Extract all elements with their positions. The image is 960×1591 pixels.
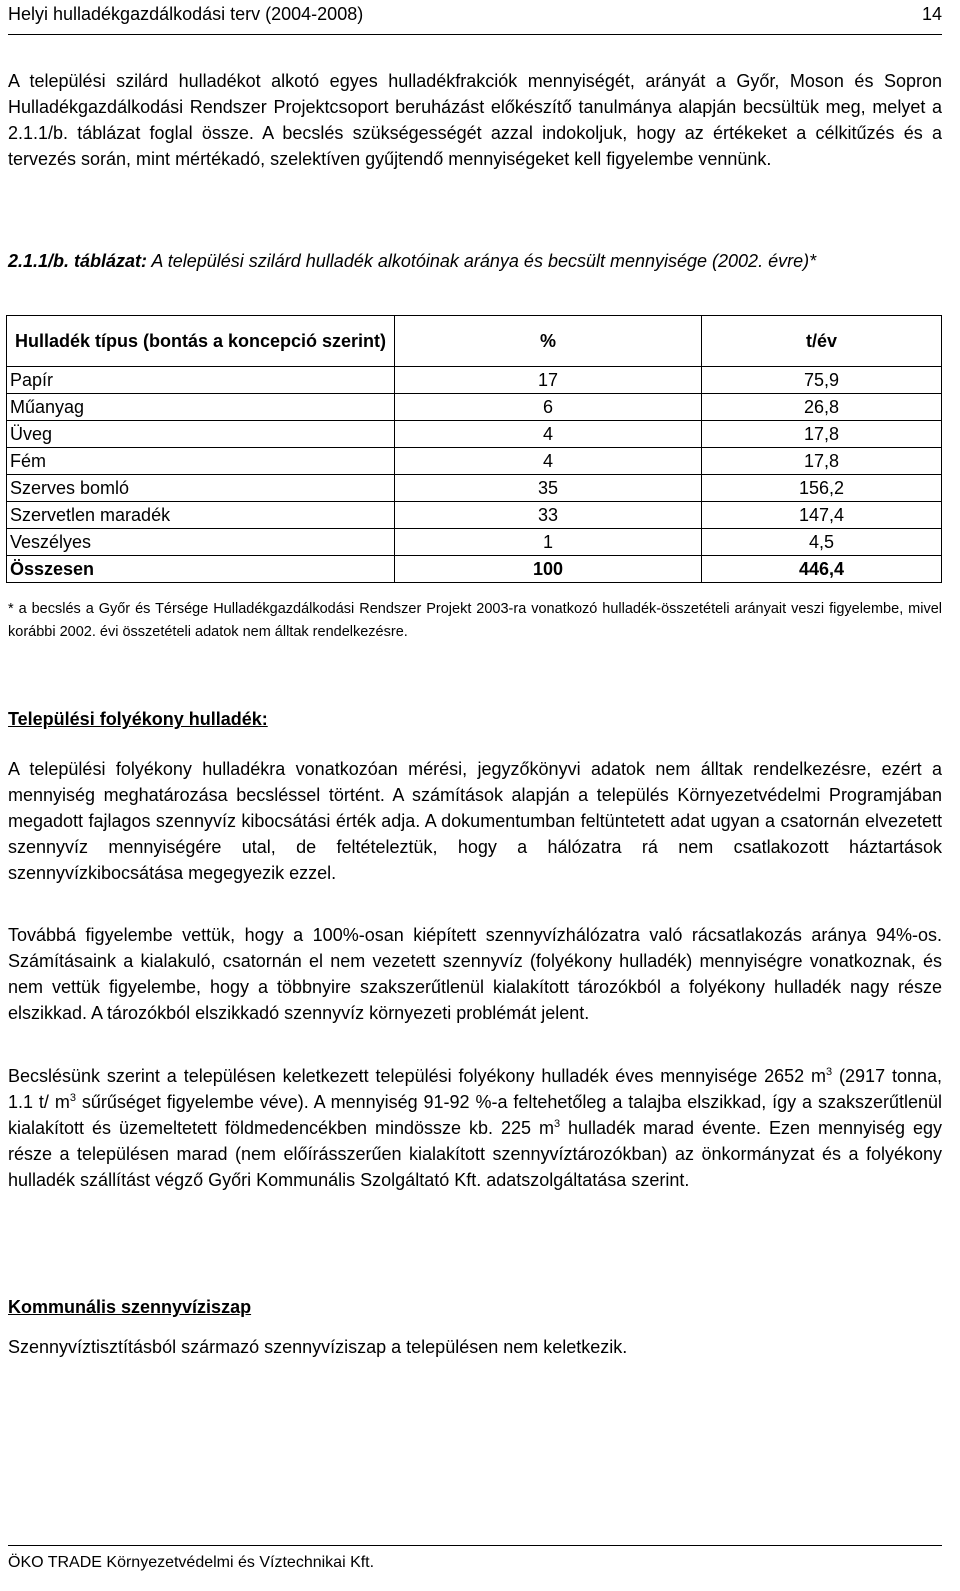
row-percent: 35 — [395, 475, 702, 502]
row-percent: 4 — [395, 448, 702, 475]
table-row — [7, 475, 942, 502]
liquid-waste-paragraph-1: A települési folyékony hulladékra vonatkozóan mérési, jegyzőkönyvi adatok nem álltak rendelkezésre, ezért a mennyiség meghatározása becsléssel történt. A számítások alapján a település Környezetvédelmi Programjában megadott fajlagos szennyvíz kibocsátási érték adja. A dokumentumban feltüntetett adat ugyan a csatornán elvezetett szennyvíz mennyiségére utal, de feltételeztük, hogy a hálózatra rá nem csatlakozott háztartások szennyvízkibocsátása megegyezik ezzel. — [8, 759, 942, 883]
p3-sup-1: 3 — [826, 1066, 833, 1078]
header-percent: % — [395, 316, 702, 367]
total-percent: 100 — [395, 556, 702, 583]
liquid-waste-paragraph-3 — [8, 1063, 942, 1193]
document-title: Helyi hulladékgazdálkodási terv (2004-2008) — [8, 4, 364, 24]
row-value: 17,8 — [702, 421, 942, 448]
total-value: 446,4 — [702, 556, 942, 583]
row-name: Üveg — [7, 421, 395, 448]
waste-composition-table — [6, 315, 942, 583]
row-name: Fém — [7, 448, 395, 475]
table-row — [7, 502, 942, 529]
p3-part-a: Becslésünk szerint a településen keletkezett települési folyékony hulladék éves mennyisége 2652 m — [8, 1066, 827, 1086]
p3-sup-3: 3 — [553, 1118, 561, 1130]
row-value: 4,5 — [702, 529, 942, 556]
page-number: 14 — [921, 4, 942, 24]
table-row — [7, 448, 942, 475]
intro-paragraph: A települési szilárd hulladékot alkotó egyes hulladékfrakciók mennyiségét, arányát a Győr, Moson és Sopron Hulladékgazdálkodási Rendszer Projektcsoport beruházást előkészítő tanulmánya alapján becsültük meg, melyet a 2.1.1/b. táblázat foglal össze. A becslés szükségességét azzal indokoljuk, hogy az értékeket a célkitűzés és a tervezés során, mint mértékadó, szelektíven gyűjtendő mennyiségeket kell figyelembe vennünk. — [8, 71, 942, 169]
p3-part-d: hulladék marad évente. Ezen mennyiség egy része a településen marad (nem előírásszerűen kialakított szennyvíztározókban) az önkormányzat és a folyékony hulladék szállítást végző Győri Kommunális Szolgáltató Kft. adatszolgáltatása szerint. — [8, 1118, 943, 1190]
footer-company: ÖKO TRADE Környezetvédelmi és Víztechnikai Kft. — [8, 1554, 375, 1571]
table-row — [7, 367, 942, 394]
table-caption-text: A települési szilárd hulladék alkotóinak aránya és becsült mennyisége (2002. évre)* — [147, 251, 817, 271]
p3-sup-2: 3 — [69, 1092, 76, 1104]
row-percent: 1 — [395, 529, 702, 556]
header-tons-per-year: t/év — [702, 316, 942, 367]
row-name: Műanyag — [7, 394, 395, 421]
page-header — [8, 0, 942, 35]
table-row — [7, 529, 942, 556]
row-value: 75,9 — [702, 367, 942, 394]
table-total-row — [7, 556, 942, 583]
row-percent: 33 — [395, 502, 702, 529]
table-row — [7, 394, 942, 421]
row-value: 156,2 — [702, 475, 942, 502]
row-name: Veszélyes — [7, 529, 395, 556]
table-footnote: * a becslés a Győr és Térsége Hulladékgazdálkodási Rendszer Projekt 2003-ra vonatkozó hulladék-összetételi arányait veszi figyelembe, mivel korábbi 2002. évi összetételi adatok nem álltak rendelkezésre. — [8, 601, 942, 640]
liquid-waste-heading: Települési folyékony hulladék: — [8, 709, 268, 729]
sludge-paragraph: Szennyvíztisztításból származó szennyvíziszap a településen nem keletkezik. — [8, 1337, 628, 1357]
table-row — [7, 421, 942, 448]
table-header-row — [7, 316, 942, 367]
row-name: Papír — [7, 367, 395, 394]
sludge-heading: Kommunális szennyvíziszap — [8, 1297, 252, 1317]
table-caption-label: 2.1.1/b. táblázat: — [8, 251, 148, 271]
total-name: Összesen — [7, 556, 395, 583]
row-name: Szerves bomló — [7, 475, 395, 502]
header-waste-type: Hulladék típus (bontás a koncepció szerint) — [7, 316, 395, 367]
p3-part-b: (2917 tonna, 1.1 t/ m — [8, 1066, 942, 1112]
row-value: 17,8 — [702, 448, 942, 475]
row-value: 147,4 — [702, 502, 942, 529]
row-percent: 4 — [395, 421, 702, 448]
liquid-waste-paragraph-2: Továbbá figyelembe vettük, hogy a 100%-osan kiépített szennyvízhálózatra való rácsatlakozás aránya 94%-os. Számításaink a kialakuló, csatornán el nem vezetett szennyvíz (folyékony hulladék) mennyiségre vonatkoznak, és nem vettük figyelembe, hogy a többnyire szakszerűtlenül kialakított tározókból a folyékony hulladék nagy része elszikkad. A tározókból elszikkadó szennyvíz környezeti problémát jelent. — [8, 925, 942, 1023]
row-percent: 6 — [395, 394, 702, 421]
row-value: 26,8 — [702, 394, 942, 421]
page-footer — [8, 1545, 942, 1574]
p3-part-c: sűrűséget figyelembe véve). A mennyiség 91-92 %-a feltehetőleg a talajba elszikkad, így a szakszerűtlenül kialakított és üzemeltetett földmedencékben mindössze kb. 225 m — [8, 1092, 942, 1138]
row-percent: 17 — [395, 367, 702, 394]
table-caption — [8, 248, 942, 274]
row-name: Szervetlen maradék — [7, 502, 395, 529]
